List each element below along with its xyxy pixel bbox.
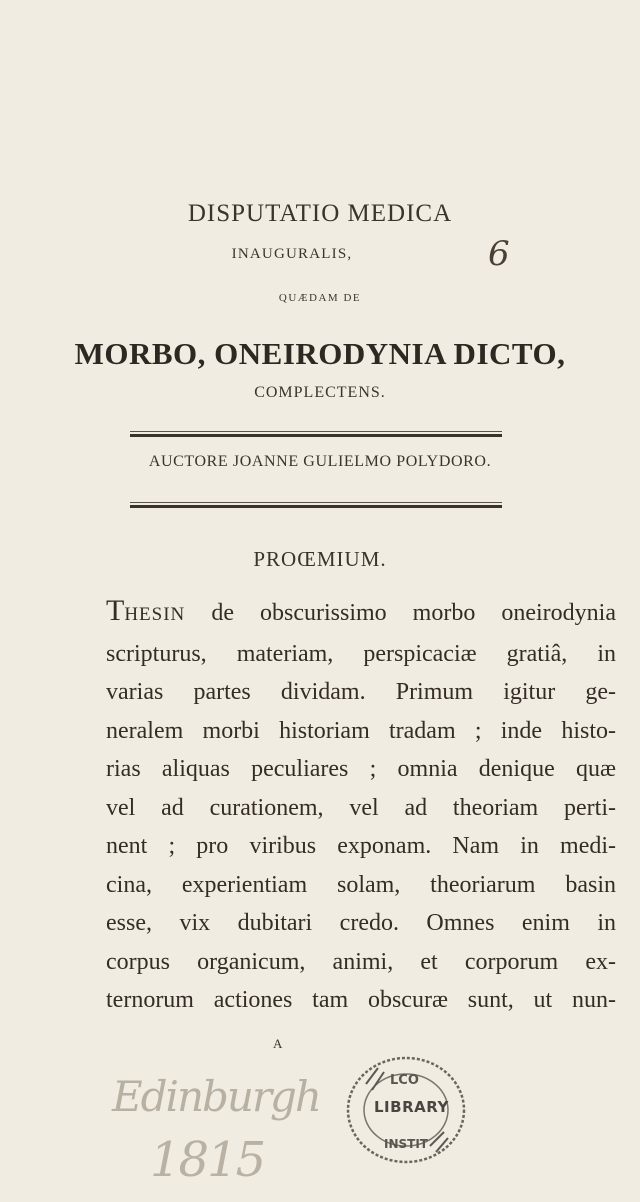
signature-mark: A: [273, 1036, 283, 1051]
title-line-quaedam: QUÆDAM DE: [278, 292, 362, 304]
body-line: ternorum actiones tam obscuræ sunt, ut nun-: [106, 987, 616, 1013]
body-line: esse, vix dubitari credo. Omnes enim in: [106, 910, 616, 936]
title-line-disputatio: DISPUTATIO MEDICA: [187, 200, 453, 227]
body-line: vel ad curationem, vel ad theoriam perti-: [106, 794, 616, 821]
body-line: rias aliquas peculiares ; omnia denique quæ: [106, 756, 616, 782]
divider-rule-bottom: [130, 502, 502, 508]
body-line: cina, experientiam solam, theoriarum basin: [106, 871, 616, 898]
body-line: corpus organicum, animi, et corporum ex-: [106, 948, 616, 975]
title-line-complectens: COMPLECTENS.: [254, 384, 386, 401]
author-line: AUCTORE JOANNE GULIELMO POLYDORO.: [148, 453, 492, 470]
handwritten-number: 6: [488, 234, 510, 274]
body-line: varias partes dividam. Primum igitur ge-: [106, 679, 616, 705]
section-heading: PROŒMIUM.: [253, 547, 387, 571]
svg-text:LCO: LCO: [390, 1073, 419, 1088]
divider-rule-top: [130, 431, 502, 437]
title-line-inauguralis: INAUGURALIS,: [231, 246, 353, 262]
drop-cap: T: [106, 594, 125, 627]
stamp-library-label: LIBRARY: [374, 1098, 449, 1116]
title-main: MORBO, ONEIRODYNIA DICTO,: [74, 336, 566, 371]
svg-text:INSTIT: INSTIT: [384, 1137, 428, 1151]
body-line: THESIN de obscurissimo morbo oneirodynia: [106, 594, 616, 627]
body-line: scripturus, materiam, perspicaciæ gratiâ, in: [106, 640, 616, 667]
first-word-smallcaps: HESIN: [124, 604, 186, 625]
body-paragraph: [106, 592, 616, 1020]
body-line: neralem morbi historiam tradam ; inde histo-: [106, 717, 616, 744]
handwritten-year: 1815: [150, 1132, 265, 1188]
body-line: nent ; pro viribus exponam. Nam in medi-: [106, 833, 616, 859]
handwritten-place: Edinburgh: [112, 1072, 320, 1121]
